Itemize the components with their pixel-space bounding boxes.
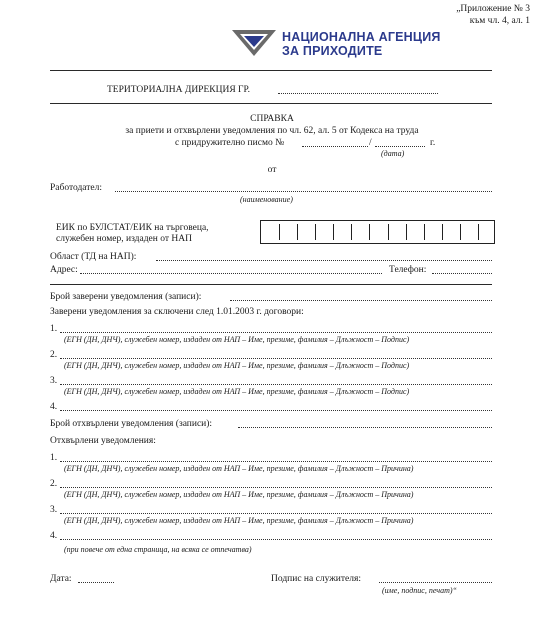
eik-cell-divider [424,224,425,240]
signature-hint: (име, подпис, печат)“ [382,586,457,595]
eik-label-2: служебен номер, издаден от НАП [56,234,192,244]
eik-cell-divider [279,224,280,240]
annex-line-1: „Приложение № 3 [456,4,530,14]
from-label: от [267,165,277,175]
rejected-item-3-hint: (ЕГН (ДН, ДНЧ), служебен номер, издаден от НАП – Име, презиме, фамилия – Длъжност – Причина) [64,516,414,525]
address-field[interactable] [80,273,382,274]
rejected-count-label: Брой отхвърлени уведомления (записи): [50,419,213,429]
rejected-item-1-hint: (ЕГН (ДН, ДНЧ), служебен номер, издаден от НАП – Име, презиме, фамилия – Длъжност – Причина) [64,464,414,473]
region-label: Област (ТД на НАП): [50,252,137,262]
rejected-item-3-num: 3. [50,505,58,515]
region-field[interactable] [156,260,492,261]
rejected-list-label: Отхвърлени уведомления: [50,436,156,446]
date-label: Дата: [50,574,72,584]
doc-subtitle: за приети и отхвърлени уведомления по чл. 62, ал. 5 от Кодекса на труда [125,126,419,136]
annex-line-2: към чл. 4, ал. 1 [469,16,530,26]
employer-hint: (наименование) [240,195,293,204]
phone-field[interactable] [432,273,492,274]
phone-label: Телефон: [389,265,427,275]
registered-item-1-field[interactable] [60,332,492,333]
registered-item-3-num: 3. [50,376,58,386]
date-hint: (дата) [381,149,405,158]
rejected-item-2-num: 2. [50,479,58,489]
agency-line-1: НАЦИОНАЛНА АГЕНЦИЯ [282,30,441,44]
signature-field[interactable] [379,582,492,583]
registered-item-2-field[interactable] [60,358,492,359]
rejected-item-2-field[interactable] [60,487,492,488]
rejected-item-4-field[interactable] [60,539,492,540]
rejected-item-3-field[interactable] [60,513,492,514]
eik-input-boxes[interactable] [260,220,495,244]
agency-line-2: ЗА ПРИХОДИТЕ [282,44,383,58]
annex-reference [456,3,530,27]
registered-item-2-hint: (ЕГН (ДН, ДНЧ), служебен номер, издаден от НАП – Име, презиме, фамилия – Длъжност – Подпис) [64,361,410,370]
letter-number-field[interactable] [302,146,368,147]
doc-title: СПРАВКА [250,114,294,124]
eik-cell-divider [315,224,316,240]
letter-label: с придружително писмо № [175,138,285,148]
date-field[interactable] [78,582,114,583]
registered-item-3-hint: (ЕГН (ДН, ДНЧ), служебен номер, издаден от НАП – Име, презиме, фамилия – Длъжност – Подпис) [64,387,410,396]
eik-cell-divider [406,224,407,240]
signature-label: Подпис на служителя: [271,574,361,584]
employer-field[interactable] [115,191,492,192]
rejected-item-1-num: 1. [50,453,58,463]
registered-count-label: Брой заверени уведомления (записи): [50,292,202,302]
page-note-hint: (при повече от една страница, на всяка се отпечатва) [64,545,252,554]
eik-cell-divider [297,224,298,240]
registered-item-4-num: 4. [50,402,58,412]
registered-item-2-num: 2. [50,350,58,360]
eik-cell-divider [460,224,461,240]
eik-cell-divider [333,224,334,240]
nra-logo-icon [232,28,276,58]
eik-cell-divider [478,224,479,240]
registered-count-field[interactable] [230,300,492,301]
eik-cell-divider [351,224,352,240]
eik-cell-divider [369,224,370,240]
registered-contracts-label: Заверени уведомления за сключени след 1.01.2003 г. договори: [50,307,304,317]
top-divider [50,70,492,71]
eik-cell-divider [442,224,443,240]
registered-item-1-num: 1. [50,324,58,334]
rejected-item-2-hint: (ЕГН (ДН, ДНЧ), служебен номер, издаден от НАП – Име, презиме, фамилия – Длъжност – Причина) [64,490,414,499]
address-label: Адрес: [50,265,78,275]
letter-year: г. [430,138,436,148]
rejected-item-4-num: 4. [50,531,58,541]
employer-label: Работодател: [50,183,103,193]
registered-item-1-hint: (ЕГН (ДН, ДНЧ), служебен номер, издаден от НАП – Име, презиме, фамилия – Длъжност – Подпис) [64,335,410,344]
letter-date-field[interactable] [375,146,425,147]
agency-name [282,30,441,58]
letter-sep: / [369,138,372,148]
divider-3 [50,284,492,285]
rejected-count-field[interactable] [238,427,492,428]
directorate-field[interactable] [278,93,438,94]
registered-item-3-field[interactable] [60,384,492,385]
rejected-item-1-field[interactable] [60,461,492,462]
eik-label-1: ЕИК по БУЛСТАТ/ЕИК на търговеца, [56,223,209,233]
eik-cell-divider [388,224,389,240]
registered-item-4-field[interactable] [60,410,492,411]
divider-2 [50,103,492,104]
directorate-label: ТЕРИТОРИАЛНА ДИРЕКЦИЯ ГР. [107,85,250,95]
